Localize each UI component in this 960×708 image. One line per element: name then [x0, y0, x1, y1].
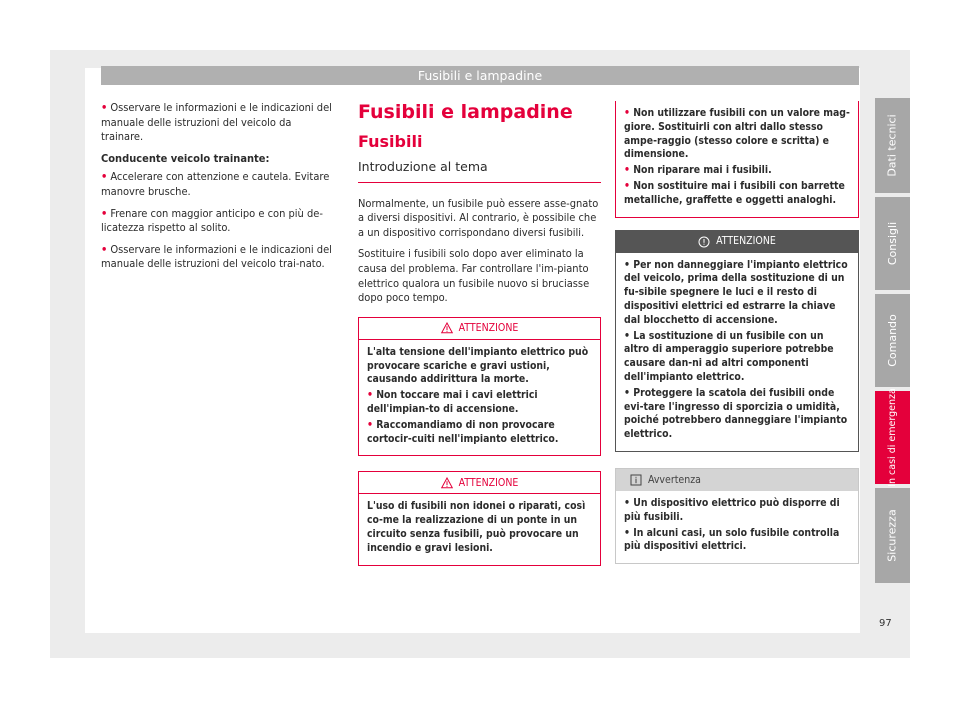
list-item: • Osservare le informazioni e le indicazioni del manuale delle istruzioni del veicolo da trainare. [101, 101, 332, 144]
warning-icon [441, 477, 453, 489]
list-item: • Accelerare con attenzione e cautela. Evitare manovre brusche. [101, 170, 330, 198]
list-item: • La sostituzione di un fusibile con un altro di amperaggio superiore potrebbe causare dan-ni ad altri componenti dell'impianto elettrico. [624, 329, 834, 383]
column-left [101, 101, 334, 279]
caution-body [616, 253, 858, 451]
list-item: • Non utilizzare fusibili con un valore mag-giore. Sostituirli con altri dallo stesso ampe-raggio (stesso colore e scritta) e dimensione. [624, 107, 850, 161]
list-item: • Frenare con maggior anticipo e con più de-licatezza rispetto al solito. [101, 206, 323, 235]
section-title: Fusibili [358, 132, 423, 151]
warning-icon [441, 322, 453, 334]
note-body [616, 491, 858, 563]
list-item: • Per non danneggiare l'impianto elettrico del veicolo, prima della sostituzione di un fu-sibile spegnere le luci e il resto di dispositivi elettrici ed estrarre la chiave dal blocchetto di accensione. [624, 258, 848, 326]
bullet-icon: • [624, 179, 634, 192]
bullet-icon: • [101, 101, 108, 114]
caution-icon [698, 236, 710, 248]
list-item: • Non sostituire mai i fusibili con barrette metalliche, graffette e oggetti analoghi. [624, 179, 845, 206]
bullet-icon: • [624, 526, 634, 539]
column-middle [358, 101, 601, 566]
list-item: • Un dispositivo elettrico può disporre di più fusibili. [624, 496, 840, 523]
warning-body: L'alta tensione dell'impianto elettrico può provocare scariche e gravi ustioni, causando addirittura la morte. • Non toccare mai i cavi elettrici dell'impian-to di accensione. • Raccomandiamo di non provocare cortocir-cuiti nell'impianto elettrico. [359, 340, 600, 456]
warning-body [616, 101, 858, 217]
page-header: Fusibili e lampadine [101, 66, 859, 85]
info-icon [630, 474, 642, 486]
bullet-icon: • [624, 107, 634, 119]
warning-header: ATTENZIONE [359, 472, 600, 494]
list-item: • Osservare le informazioni e le indicazioni del manuale delle istruzioni del veicolo trai-nato. [101, 242, 332, 271]
list-item: • Proteggere la scatola dei fusibili onde evi-tare l'ingresso di sporcizia o umidità, poiché potrebbero danneggiare l'impianto elettrico. [624, 386, 848, 441]
tab-sicurezza[interactable]: Sicurezza [875, 488, 910, 583]
topic-title: Introduzione al tema [358, 160, 601, 183]
tab-in-casi-di-emergenza[interactable]: In casi di emergenza [875, 391, 910, 484]
note-box [615, 468, 859, 564]
bullet-icon: • [367, 389, 377, 402]
caution-box [615, 230, 859, 452]
bullet-icon: • [624, 258, 634, 271]
bullet-icon: • [101, 242, 108, 256]
note-header: Avvertenza [616, 469, 858, 491]
tab-consigli[interactable]: Consigli [875, 197, 910, 290]
paragraph: Normalmente, un fusibile può essere asse-gnato a diversi dispositivi. Al contrario, è possibile che a un dispositivo corrispondano diversi fusibili. [358, 196, 599, 239]
warning-box-continued [615, 101, 859, 218]
list-item: • Non riparare mai i fusibili. [624, 164, 772, 177]
list-item: • Non toccare mai i cavi elettrici dell'impian-to di accensione. [367, 389, 538, 415]
list-item: • In alcuni casi, un solo fusibile controlla più dispositivi elettrici. [624, 526, 840, 553]
column-right [615, 101, 859, 564]
bullet-icon: • [101, 170, 108, 184]
paragraph: Sostituire i fusibili solo dopo aver eliminato la causa del problema. Far controllare l'im-pianto elettrico qualora un fusibile nuovo si bruciasse dopo poco tempo. [358, 247, 590, 305]
tab-dati-tecnici[interactable]: Dati tecnici [875, 98, 910, 193]
bullet-icon: • [624, 496, 634, 509]
bullet-icon: • [624, 329, 634, 342]
page-number: 97 [879, 618, 892, 629]
tab-comando[interactable]: Comando [875, 294, 910, 387]
list-item: • Raccomandiamo di non provocare cortocir-cuiti nell'impianto elettrico. [367, 418, 559, 445]
warning-header: ATTENZIONE [359, 318, 600, 340]
bullet-icon: • [101, 206, 108, 220]
bullet-icon: • [624, 164, 634, 177]
warning-box [358, 317, 601, 457]
bullet-icon: • [624, 386, 634, 399]
bullet-icon: • [367, 418, 377, 431]
warning-body: L'uso di fusibili non idonei o riparati, così co-me la realizzazione di un ponte in un circuito senza fusibili, può provocare un incendio e gravi lesioni. [367, 500, 586, 554]
page-title: Fusibili e lampadine [358, 101, 573, 123]
warning-box [358, 471, 601, 565]
subheading: Conducente veicolo trainante: [101, 151, 270, 165]
caution-header: ATTENZIONE [616, 231, 858, 253]
